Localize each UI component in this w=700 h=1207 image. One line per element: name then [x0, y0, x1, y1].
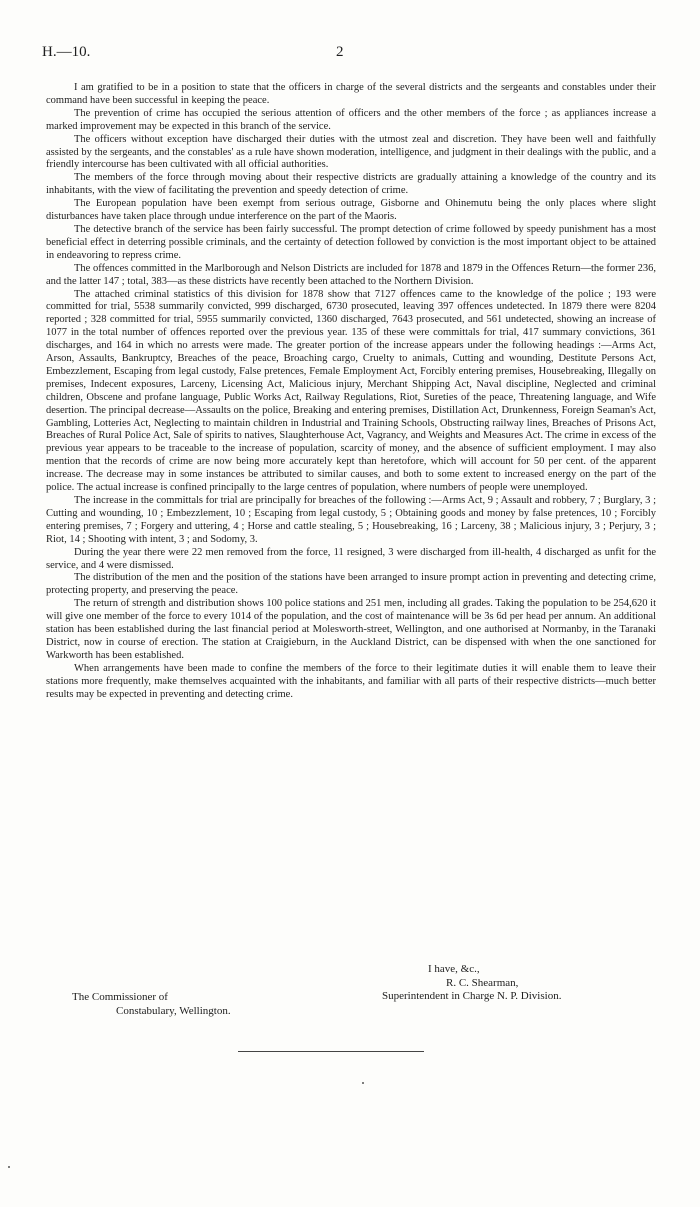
addressee-line-2: Constabulary, Wellington.	[116, 1005, 231, 1017]
paragraph: The increase in the committals for trial are principally for breaches of the following :—Arms Act, 9 ; Assault and robbery, 7 ; Burglary, 3 ; Cutting and wounding, 10 ; Embezzlement, 10 ; Escaping from legal custody, 5 ; Obtaining goods and money by false pretences, 10 ; Forcibly entering premises, 7 ; Forgery and uttering, 4 ; Horse and cattle stealing, 5 ; Housebreaking, 16 ; Larceny, 38 ; Malicious injury, 3 ; Perjury, 3 ; Riot, 14 ; Shooting with intent, 3 ; and Sodomy, 3.	[46, 495, 656, 545]
end-rule	[238, 1051, 424, 1052]
paragraph: The return of strength and distribution shows 100 police stations and 251 men, including all grades. Taking the population to be 254,620 it will give one member of the force to every 1014 of the population, and the cost of maintenance will be 3s 6d per head per annum. An additional station has been established during the last financial period at Molesworth-street, Wellington, and one authorised at Normanby, in the Taranaki District, now in course of erection. The station at Craigieburn, in the Auckland District, can be dispensed with when the one sanctioned for Warkworth has been established.	[46, 598, 656, 661]
paragraph: The officers without exception have discharged their duties with the utmost zeal and discretion. They have been well and faithfully assisted by the sergeants, and the constables' as a rule have shown moderation, intelligence, and judgment in their dealings with the public, and a friendly intercourse has been cultivated with all official authorities.	[46, 133, 656, 171]
paragraph: The members of the force through moving about their respective districts are gradually attaining a knowledge of the country and its inhabitants, with the view of facilitating the prevention and speedy detection of crime.	[46, 172, 656, 197]
report-body	[46, 82, 656, 702]
paragraph: The prevention of crime has occupied the serious attention of officers and the other members of the force ; as appliances increase a marked improvement may be expected in this branch of the service.	[46, 107, 656, 132]
signature-block	[382, 963, 561, 1004]
paragraph: The attached criminal statistics of this division for 1878 show that 7127 offences came to the knowledge of the police ; 193 were committed for trial, 5538 summarily convicted, 999 discharged, 6730 prosecuted, leaving 397 offences undetected. In 1879 there were 8204 reported ; 328 committed for trial, 5955 summarily convicted, 1360 discharged, 7643 prosecuted, and 561 undetected, showing an increase of 1077 in the total number of offences reported over the previous year. 135 of these were committals for trial, 417 summary convictions, 361 discharges, and 164 in which no arrests were made. The greater portion of the increase appears under the following headings :—Arms Act, Arson, Assaults, Bankruptcy, Breaches of the peace, Broaching cargo, Cruelty to animals, Cutting and wounding, Destitute Persons Act, Embezzlement, Escaping from legal custody, False pretences, Female Employment Act, Forcibly entering premises, Housebreaking, Illegally on premises, Indecent exposures, Larceny, Licensing Act, Malicious injury, Merchant Shipping Act, Naval discipline, Neglected and criminal children, Obscene and profane language, Public Works Act, Railway Regulations, Riot, Sureties of the peace, Threatening language, and Wife desertion. The principal decrease—Assaults on the police, Breaking and entering premises, Distillation Act, Drunkenness, Foreign Seaman's Act, Gambling, Lotteries Act, Neglecting to maintain children in Industrial and Training Schools, Obstructing railway lines, Breaches of Prisons Act, Breaches of Rural Police Act, Sale of spirits to natives, Slaughterhouse Act, Vagrancy, and Weights and Measures Act. The crime in excess of the previous year appears to be traceable to the increase of population, scarcity of money, and the absence of sufficient employment. I may also mention that the records of crime are now being more accurately kept than heretofore, which will account for 50 per cent. of the apparent increase. The decrease may in some instances be attributed to similar causes, and both to some extent to increased energy on the part of the police. The actual increase is confined principally to the large centres of population, where numbers of people were unemployed.	[46, 288, 656, 494]
page-number: 2	[336, 44, 344, 60]
addressee-block	[72, 990, 231, 1018]
paragraph: During the year there were 22 men removed from the force, 11 resigned, 3 were discharged from ill-health, 4 discharged as unfit for the service, and 4 were dismissed.	[46, 546, 656, 571]
paragraph: When arrangements have been made to confine the members of the force to their legitimate duties it will enable them to leave their stations more frequently, make themselves acquainted with the inhabitants, and familiar with all parts of their respective districts—much better results may be expected in preventing and detecting crime.	[46, 662, 656, 700]
document-reference: H.—10.	[42, 44, 91, 60]
paragraph: The distribution of the men and the position of the stations have been arranged to insure prompt action in preventing and detecting crime, protecting property, and preserving the peace.	[46, 572, 656, 597]
paragraph: The offences committed in the Marlborough and Nelson Districts are included for 1878 and 1879 in the Offences Return—the former 236, and the latter 147 ; total, 383—as these districts have recently been attached to the Northern Division.	[46, 262, 656, 287]
addressee-line-1: The Commissioner of	[72, 991, 168, 1003]
ink-speck	[362, 1082, 364, 1084]
signatory-title: Superintendent in Charge N. P. Division.	[382, 990, 562, 1002]
signature-greeting: I have, &c.,	[428, 963, 480, 975]
paragraph: I am gratified to be in a position to state that the officers in charge of the several districts and the sergeants and constables under their command have been successful in keeping the peace.	[46, 82, 656, 106]
signatory-name: R. C. Shearman,	[446, 976, 519, 989]
paragraph: The European population have been exempt from serious outrage, Gisborne and Ohinemutu being the only places where slight disturbances have taken place through undue interference on the part of the Maoris.	[46, 198, 656, 223]
ink-speck	[8, 1166, 10, 1168]
paragraph: The detective branch of the service has been fairly successful. The prompt detection of crime followed by speedy punishment has a most beneficial effect in deterring possible criminals, and the certainty of detection followed by conviction is the most important object to be attained in endeavoring to repress crime.	[46, 223, 656, 261]
